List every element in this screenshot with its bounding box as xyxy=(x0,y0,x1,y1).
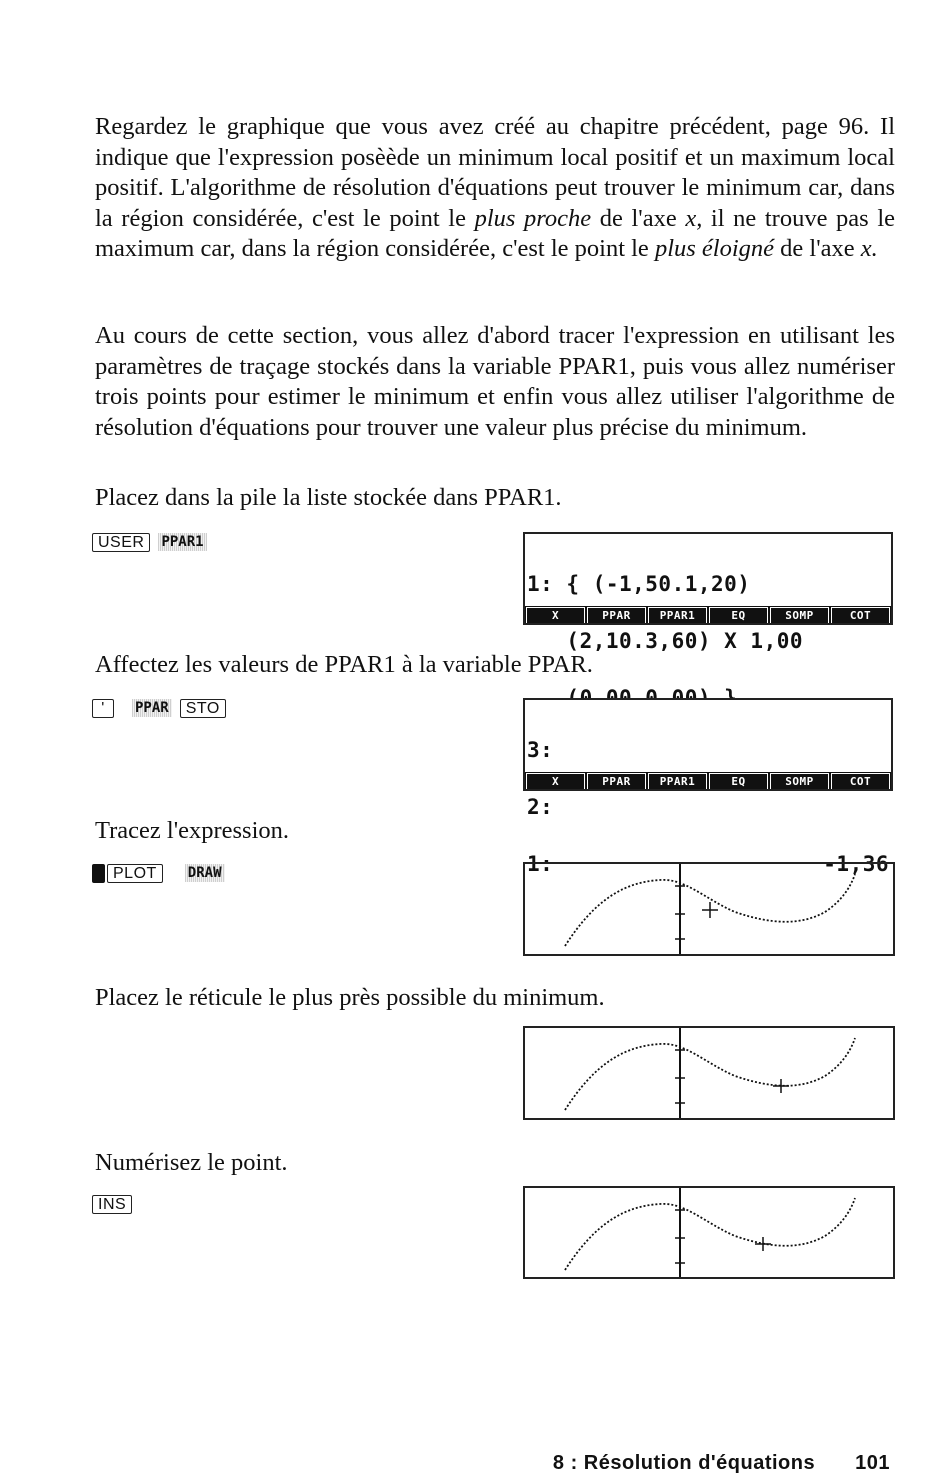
draw-softkey[interactable]: DRAW xyxy=(185,864,225,882)
menu-ppar[interactable]: PPAR xyxy=(587,773,646,789)
shift-key[interactable] xyxy=(92,864,105,883)
softkey-menu xyxy=(525,772,891,789)
step-digitize-text: Numérisez le point. xyxy=(95,1149,288,1176)
quote-key[interactable]: ' xyxy=(92,699,114,718)
text-run: de l'axe xyxy=(591,204,686,232)
plot-screen-1 xyxy=(523,862,895,956)
user-key[interactable]: USER xyxy=(92,533,150,552)
ins-key[interactable]: INS xyxy=(92,1195,132,1214)
menu-cot[interactable]: COT xyxy=(831,773,890,789)
emphasis-text: plus proche xyxy=(474,204,592,232)
plot-graph xyxy=(525,1028,893,1118)
chapter-title: 8 : Résolution d'équations xyxy=(552,1452,816,1474)
menu-ppar1[interactable]: PPAR1 xyxy=(648,773,707,789)
calculator-screen-2 xyxy=(523,698,893,876)
page-number: 101 xyxy=(855,1452,890,1474)
step-move-text: Placez le réticule le plus près possible du minimum. xyxy=(95,984,605,1011)
menu-ppar[interactable]: PPAR xyxy=(587,607,646,623)
calculator-screen-1 xyxy=(523,532,893,653)
stack-level-label: 1: xyxy=(527,852,554,876)
section-paragraph: Au cours de cette section, vous allez d'abord tracer l'expression en utilisant les paramètres de traçage stockés dans la variable PPAR1, puis vous allez numériser trois points pour estimer le minimum et enfin vous allez utiliser l'algorithme de résolution d'équations pour trouver une valeur plus précise du minimum. xyxy=(95,322,895,441)
menu-somp[interactable]: SOMP xyxy=(770,773,829,789)
menu-somp[interactable]: SOMP xyxy=(770,607,829,623)
keystrokes-step3 xyxy=(92,861,225,885)
menu-x[interactable]: X xyxy=(526,773,585,789)
stack-line: 1: { (-1,50.1,20) xyxy=(527,572,751,596)
plot-screen-2 xyxy=(523,1026,895,1120)
sto-key[interactable]: STO xyxy=(180,699,226,718)
plot-key[interactable]: PLOT xyxy=(107,864,163,883)
step-ppar1-text: Placez dans la pile la liste stockée dans PPAR1. xyxy=(95,484,562,511)
ppar1-softkey[interactable]: PPAR1 xyxy=(158,533,206,551)
text-run: il ne trouve pas le maximum car, dans la région considérée, c'est le point le xyxy=(95,204,896,262)
stack-level-3: 3: xyxy=(527,738,554,762)
intro-paragraph xyxy=(95,112,895,265)
plot-graph xyxy=(525,1188,893,1277)
curve xyxy=(565,1198,855,1270)
curve xyxy=(565,1038,855,1110)
emphasis-text: x. xyxy=(860,235,878,262)
ppar-softkey[interactable]: PPAR xyxy=(132,699,172,717)
plot-graph xyxy=(525,864,893,954)
text-run: Regardez le graphique que vous avez créé au chapitre précédent, page 96. Il indique que l'expression posèède un minimum local positif et un maximum local positif. L'algorithme de résolution d'équations peut trouver le minimum car, dans la région considérée, c'est le point le xyxy=(95,113,895,232)
stack-line: (2,10.3,60) X 1,00 xyxy=(527,629,804,653)
keystrokes-step2 xyxy=(92,696,226,720)
stack-level-2: 2: xyxy=(527,795,554,819)
step-ppar-text: Affectez les valeurs de PPAR1 à la variable PPAR. xyxy=(95,651,593,678)
keystrokes-step5 xyxy=(92,1192,132,1216)
softkey-menu xyxy=(525,606,891,623)
menu-cot[interactable]: COT xyxy=(831,607,890,623)
menu-x[interactable]: X xyxy=(526,607,585,623)
plot-screen-3 xyxy=(523,1186,895,1279)
menu-eq[interactable]: EQ xyxy=(709,607,768,623)
keystrokes-step1 xyxy=(92,530,207,554)
emphasis-text: plus éloigné xyxy=(654,235,775,262)
page-footer xyxy=(553,1452,890,1475)
menu-ppar1[interactable]: PPAR1 xyxy=(648,607,707,623)
stack-value: -1,36 xyxy=(823,852,889,876)
step-draw-text: Tracez l'expression. xyxy=(95,817,290,844)
text-run: de l'axe xyxy=(774,235,861,262)
emphasis-text: x, xyxy=(685,204,703,232)
menu-eq[interactable]: EQ xyxy=(709,773,768,789)
